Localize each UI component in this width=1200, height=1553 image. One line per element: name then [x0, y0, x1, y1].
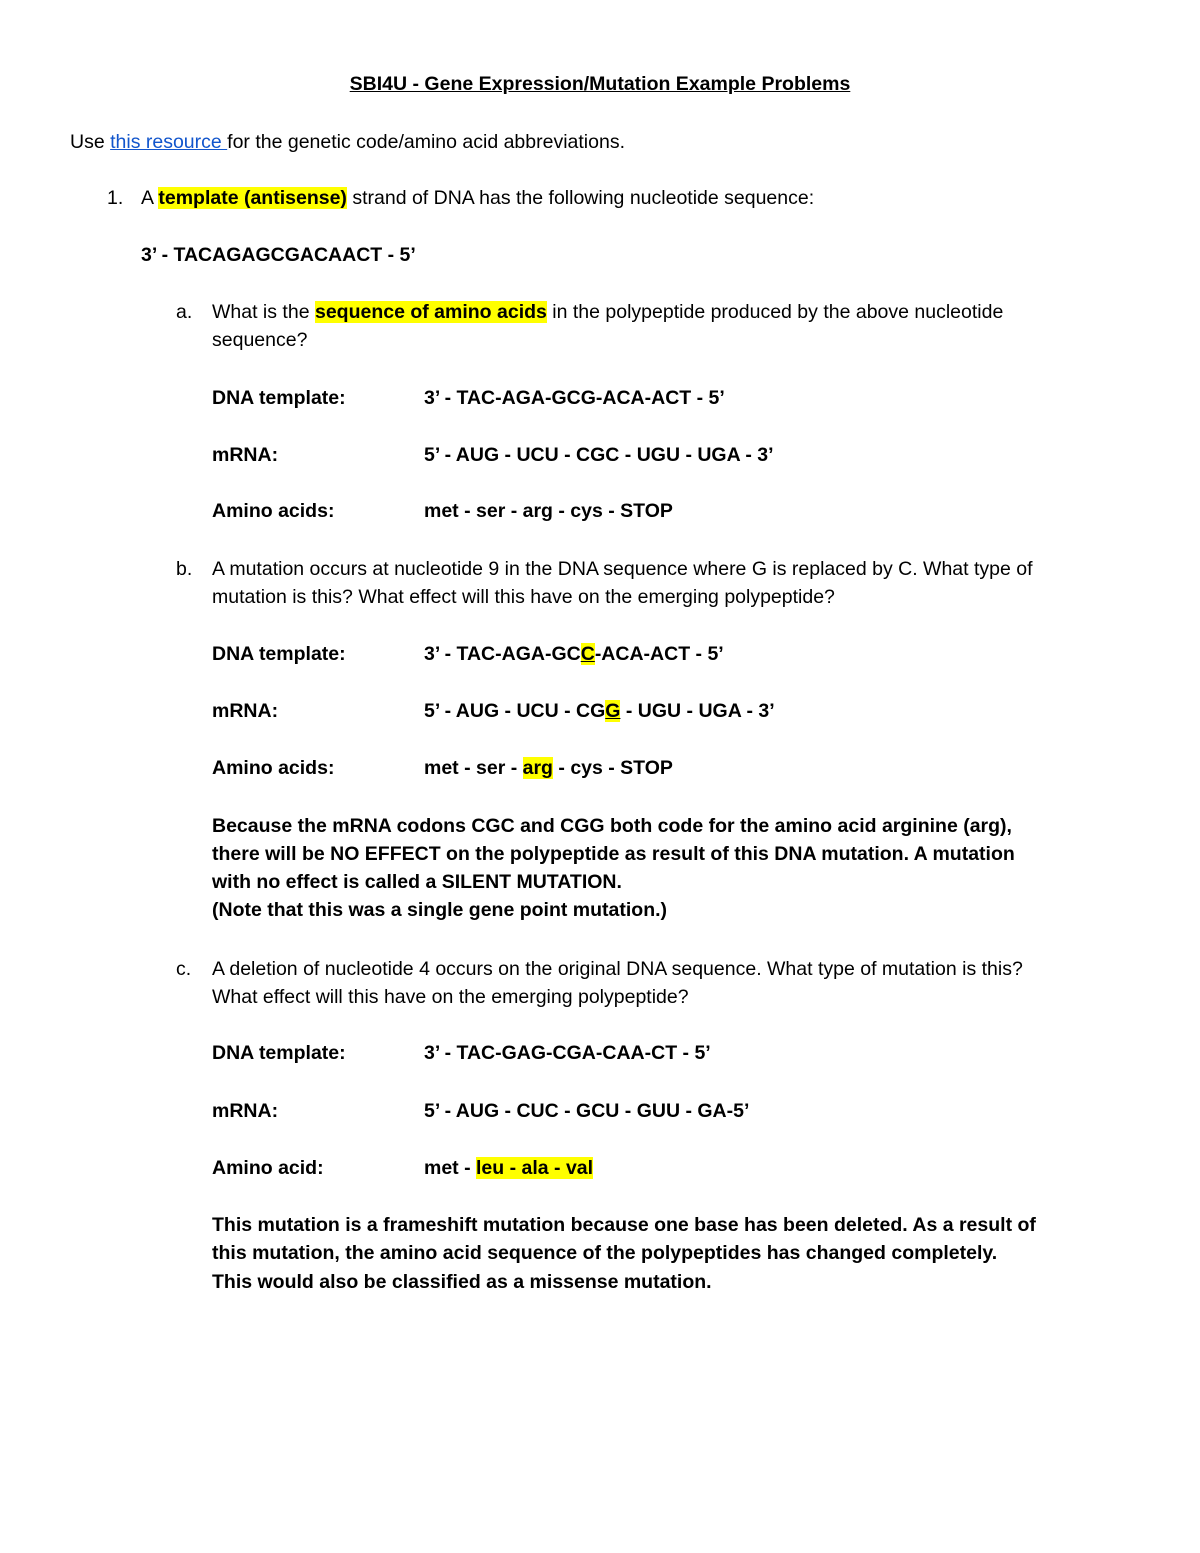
- page-title: SBI4U - Gene Expression/Mutation Example Problems: [349, 73, 851, 95]
- qb-answer-line3: with no effect is called a SILENT MUTATION.: [212, 871, 622, 893]
- qb-dna-post: -ACA-ACT - 5’: [594, 643, 724, 665]
- qc-mrna-label: mRNA:: [212, 1100, 279, 1122]
- qc-aa-mutation: leu - ala - val: [476, 1157, 594, 1179]
- qa-dna-label: DNA template:: [212, 387, 346, 409]
- qb-aa-row: [212, 754, 1132, 782]
- qb-dna-label: DNA template:: [212, 643, 346, 665]
- qa-aa-value: met - ser - arg - cys - STOP: [424, 500, 673, 522]
- qb-aa-mutation: arg: [522, 757, 553, 779]
- qb-prompt-line2: mutation is this? What effect will this have on the emerging polypeptide?: [212, 586, 835, 608]
- qa-dna-row: [212, 384, 1132, 412]
- qb-mrna-label: mRNA:: [212, 700, 279, 722]
- qb-aa-value: [424, 754, 673, 782]
- qa-mrna-label: mRNA:: [212, 444, 279, 466]
- qb-dna-value: [424, 640, 724, 668]
- qc-aa-value: [424, 1154, 593, 1182]
- qa-highlight: sequence of amino acids: [314, 301, 547, 323]
- q1-sequence: 3’ - TACAGAGCGACAACT - 5’: [141, 244, 416, 266]
- qb-dna-pre: 3’ - TAC-AGA-GC: [424, 643, 581, 665]
- intro-suffix: for the genetic code/amino acid abbreviations.: [227, 131, 625, 153]
- qc-answer-line1: This mutation is a frameshift mutation because one base has been deleted. As a result of: [212, 1214, 1036, 1236]
- intro-line: [70, 128, 625, 156]
- q1-pre: A: [141, 187, 159, 209]
- qb-dna-row: [212, 640, 1132, 668]
- qa-prompt-line1: [212, 298, 1003, 326]
- qb-letter: b.: [176, 558, 193, 580]
- qa-prompt-line2: sequence?: [212, 329, 308, 351]
- qc-prompt-line2: What effect will this have on the emerging polypeptide?: [212, 986, 689, 1008]
- qb-aa-label: Amino acids:: [212, 757, 335, 779]
- qc-aa-pre: met -: [424, 1157, 477, 1179]
- qa-letter: a.: [176, 301, 193, 323]
- qb-mrna-row: [212, 697, 1132, 725]
- qa-dna-value: 3’ - TAC-AGA-GCG-ACA-ACT - 5’: [424, 387, 725, 409]
- qc-aa-label: Amino acid:: [212, 1157, 324, 1179]
- qc-answer-line3: This would also be classified as a missense mutation.: [212, 1271, 712, 1293]
- qc-mrna-value: 5’ - AUG - CUC - GCU - GUU - GA-5’: [424, 1100, 750, 1122]
- qc-dna-value: 3’ - TAC-GAG-CGA-CAA-CT - 5’: [424, 1042, 711, 1064]
- qa-post: in the polypeptide produced by the above nucleotide: [546, 301, 1004, 323]
- resource-link[interactable]: this resource: [110, 131, 228, 153]
- qa-aa-row: [212, 497, 1132, 525]
- qb-mrna-mutation: G: [605, 700, 621, 722]
- qc-prompt-line1: A deletion of nucleotide 4 occurs on the original DNA sequence. What type of mutation is this?: [212, 958, 1023, 980]
- qc-dna-label: DNA template:: [212, 1042, 346, 1064]
- q1-post: strand of DNA has the following nucleotide sequence:: [346, 187, 815, 209]
- q1-prompt: [141, 184, 814, 212]
- qc-letter: c.: [176, 958, 192, 980]
- qa-mrna-value: 5’ - AUG - UCU - CGC - UGU - UGA - 3’: [424, 444, 774, 466]
- qb-mrna-value: [424, 697, 775, 725]
- qb-prompt-line1: A mutation occurs at nucleotide 9 in the DNA sequence where G is replaced by C. What type of: [212, 558, 1033, 580]
- q1-number: 1.: [107, 187, 124, 209]
- qb-dna-mutation: C: [580, 643, 595, 665]
- qa-aa-label: Amino acids:: [212, 500, 335, 522]
- qc-answer-line2: this mutation, the amino acid sequence of the polypeptides has changed completely.: [212, 1242, 998, 1264]
- qc-dna-row: [212, 1039, 1132, 1067]
- qb-answer-line1: Because the mRNA codons CGC and CGG both code for the amino acid arginine (arg),: [212, 815, 1012, 837]
- qa-mrna-row: [212, 441, 1132, 469]
- qb-aa-pre: met - ser -: [424, 757, 523, 779]
- qa-pre: What is the: [212, 301, 315, 323]
- q1-highlight: template (antisense): [158, 187, 347, 209]
- qc-mrna-row: [212, 1097, 1132, 1125]
- qb-answer-line4: (Note that this was a single gene point mutation.): [212, 899, 668, 921]
- qc-aa-row: [212, 1154, 1132, 1182]
- qb-mrna-pre: 5’ - AUG - UCU - CG: [424, 700, 606, 722]
- qb-aa-post: - cys - STOP: [552, 757, 673, 779]
- intro-prefix: Use: [70, 131, 111, 153]
- qb-answer-line2: there will be NO EFFECT on the polypeptide as result of this DNA mutation. A mutation: [212, 843, 1015, 865]
- qb-mrna-post: - UGU - UGA - 3’: [620, 700, 775, 722]
